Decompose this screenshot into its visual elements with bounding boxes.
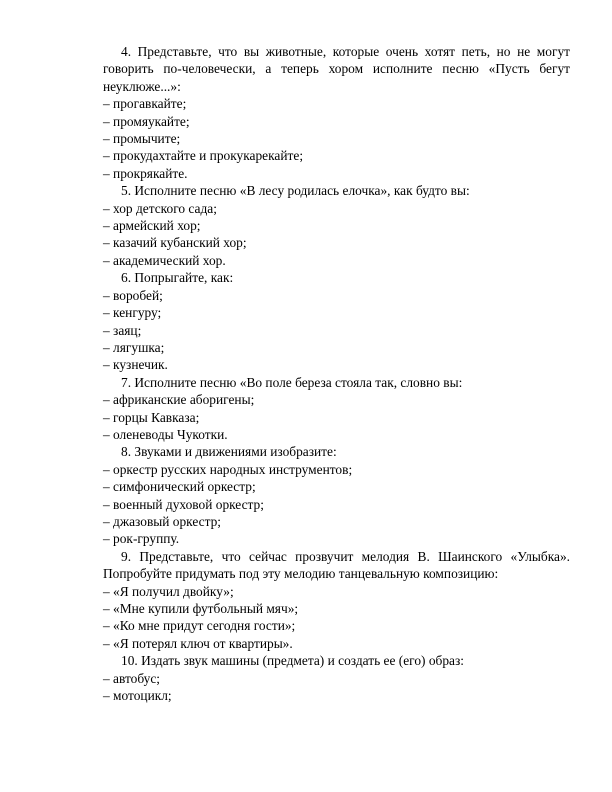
list-item: – прогавкайте; — [103, 96, 187, 112]
list-item: – казачий кубанский хор; — [103, 235, 247, 251]
list-item: – прокудахтайте и прокукарекайте; — [103, 148, 304, 164]
task-7-heading: 7. Исполните песню «Во поле береза стояла так, словно вы: — [121, 374, 463, 390]
task-6-heading: 6. Попрыгайте, как: — [121, 270, 234, 286]
task-5-heading: 5. Исполните песню «В лесу родилась елочка», как будто вы: — [121, 183, 470, 199]
list-item: – «Я потерял ключ от квартиры». — [103, 635, 293, 651]
task-8-heading: 8. Звуками и движениями изобразите: — [121, 444, 337, 460]
task-10-heading: 10. Издать звук машины (предмета) и создать ее (его) образ: — [121, 653, 464, 669]
task-9-paragraph: 9. Представьте, что сейчас прозвучит мелодия В. Шаинского «Улыбка». Попробуйте придумать под эту мелодию танцевальную композицию: — [103, 548, 570, 582]
list-item: – «Ко мне придут сегодня гости»; — [103, 618, 296, 634]
list-item: – кузнечик. — [103, 357, 168, 373]
list-item: – лягушка; — [103, 339, 165, 355]
document-page — [103, 43, 570, 704]
list-item: – оленеводы Чукотки. — [103, 426, 228, 442]
list-item: – воробей; — [103, 287, 163, 303]
list-item: – африканские аборигены; — [103, 392, 255, 408]
list-item: – горцы Кавказа; — [103, 409, 200, 425]
list-item: – промяукайте; — [103, 113, 190, 129]
list-item: – военный духовой оркестр; — [103, 496, 264, 512]
list-item: – прокрякайте. — [103, 165, 188, 181]
list-item: – заяц; — [103, 322, 142, 338]
task-4-paragraph: 4. Представьте, что вы животные, которые очень хотят петь, но не могут говорить по-человечески, а теперь хором исполните песню «Пусть бегут неуклюже...»: — [103, 44, 570, 94]
list-item: – академический хор. — [103, 252, 226, 268]
list-item: – оркестр русских народных инструментов; — [103, 461, 353, 477]
list-item: – армейский хор; — [103, 218, 201, 234]
list-item: – автобус; — [103, 670, 161, 686]
list-item: – джазовый оркестр; — [103, 513, 222, 529]
list-item: – рок-группу. — [103, 531, 180, 547]
list-item: – «Я получил двойку»; — [103, 583, 234, 599]
list-item: – «Мне купили футбольный мяч»; — [103, 601, 299, 616]
list-item: – хор детского сада; — [103, 200, 217, 216]
list-item: – мотоцикл; — [103, 688, 172, 704]
list-item: – симфонический оркестр; — [103, 479, 256, 495]
list-item: – кенгуру; — [103, 305, 162, 321]
list-item: – промычите; — [103, 131, 181, 147]
